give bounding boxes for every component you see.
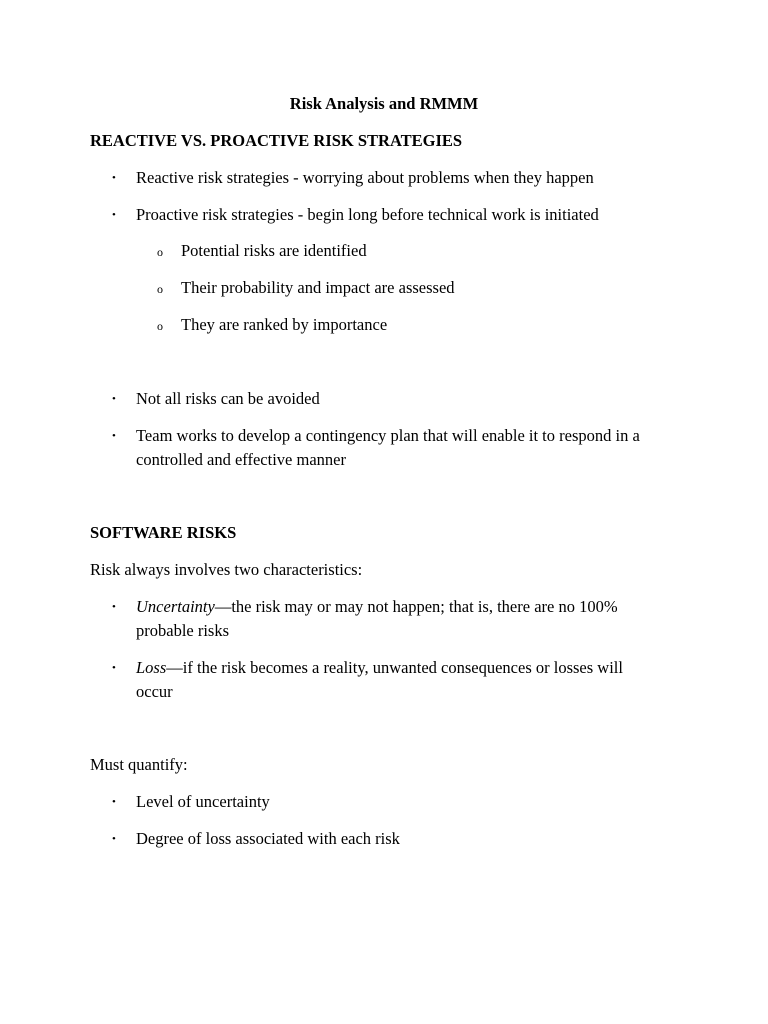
sub-bullet-marker: o	[157, 245, 163, 259]
bullet-marker: •	[112, 209, 116, 221]
sub-item-identified: Potential risks are identified	[181, 241, 367, 260]
bullet-marker: •	[112, 833, 116, 845]
list-item-contingency-cont: controlled and effective manner	[136, 450, 346, 469]
list-item-reactive: Reactive risk strategies - worrying about problems when they happen	[136, 168, 594, 187]
bullet-marker: •	[112, 430, 116, 442]
bullet-marker: •	[112, 393, 116, 405]
section-heading-software-risks: SOFTWARE RISKS	[90, 523, 237, 542]
term-loss: Loss	[136, 658, 167, 677]
paragraph-must-quantify: Must quantify:	[90, 755, 188, 774]
list-item-not-avoided: Not all risks can be avoided	[136, 389, 320, 408]
list-item-loss-cont: occur	[136, 682, 173, 701]
list-item-loss	[136, 656, 623, 680]
term-uncertainty: Uncertainty	[136, 597, 215, 616]
sub-item-ranked: They are ranked by importance	[181, 315, 388, 334]
list-item-uncertainty-cont: probable risks	[136, 621, 230, 640]
loss-text: —if the risk becomes a reality, unwanted consequences or losses will	[166, 658, 623, 677]
bullet-marker: •	[112, 662, 116, 674]
list-item-contingency: Team works to develop a contingency plan that will enable it to respond in a	[136, 426, 640, 445]
section-heading-strategies: REACTIVE VS. PROACTIVE RISK STRATEGIES	[90, 131, 463, 150]
document-title: Risk Analysis and RMMM	[289, 94, 479, 113]
bullet-marker: •	[112, 796, 116, 808]
bullet-marker: •	[112, 601, 116, 613]
list-item-uncertainty	[136, 595, 618, 619]
uncertainty-text: —the risk may or may not happen; that is, there are no 100%	[214, 597, 618, 616]
sub-item-assessed: Their probability and impact are assessed	[181, 278, 455, 297]
list-item-level-uncertainty: Level of uncertainty	[136, 792, 270, 811]
sub-bullet-marker: o	[157, 282, 163, 296]
list-item-degree-loss: Degree of loss associated with each risk	[136, 829, 400, 848]
paragraph-characteristics: Risk always involves two characteristics:	[90, 560, 363, 579]
sub-bullet-marker: o	[157, 319, 163, 333]
list-item-proactive: Proactive risk strategies - begin long before technical work is initiated	[136, 205, 599, 224]
bullet-marker: •	[112, 172, 116, 184]
